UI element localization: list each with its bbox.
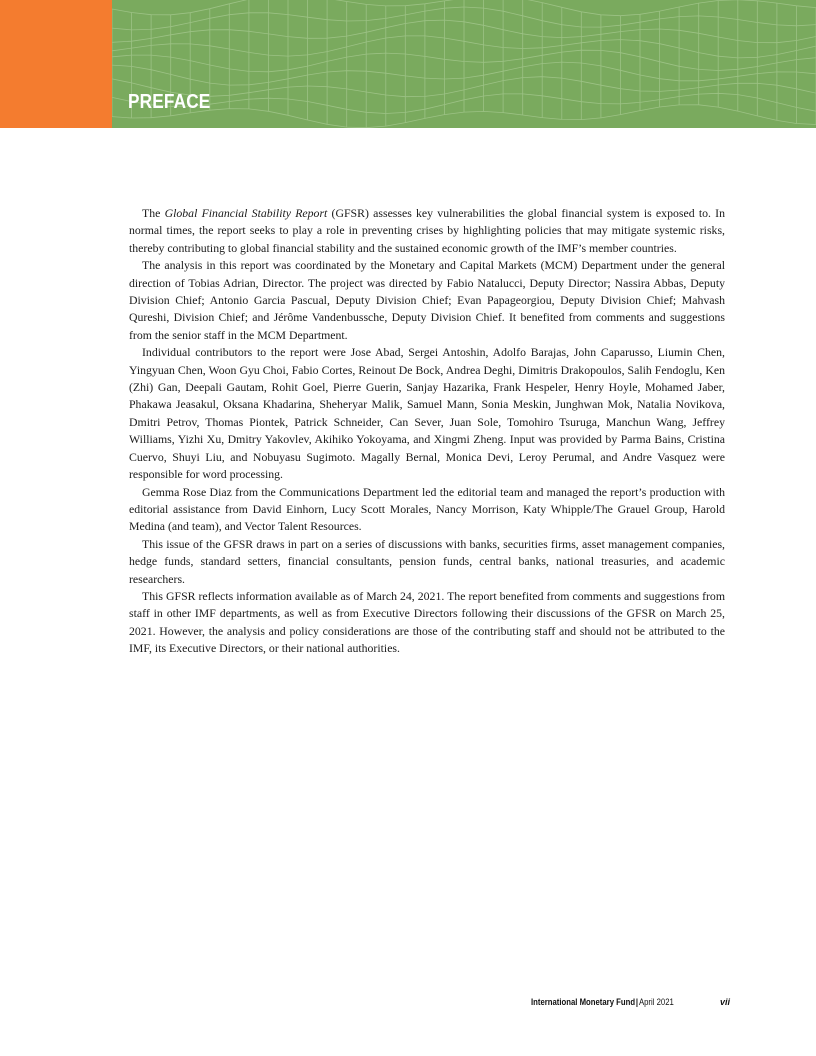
- paragraph-5: This issue of the GFSR draws in part on a series of discussions with banks, securities firms, asset management companies, hedge funds, standard setters, financial consultants, pension funds, central banks, national treasuries, and academic researchers.: [129, 536, 725, 586]
- footer-publisher: International Monetary Fund: [531, 997, 636, 1007]
- paragraph-2: The analysis in this report was coordinated by the Monetary and Capital Markets (MCM) Department under the general direction of Tobias Adrian, Director. The project was directed by Fabio Natalucci, Deputy Director; Nassira Abbas, Deputy Division Chief; Antonio Garcia Pascual, Deputy Division Chief; Evan Papageorgiou, Deputy Division Chief; Mahvash Qureshi, Division Chief; and Jérôme Vandenbussche, Deputy Division Chief. It benefited from comments and suggestions from the senior staff in the MCM Department.: [129, 258, 725, 342]
- paragraph-3: Individual contributors to the report were Jose Abad, Sergei Antoshin, Adolfo Barajas, John Caparusso, Liumin Chen, Yingyuan Chen, Woon Gyu Choi, Fabio Cortes, Reinout De Bock, Andrea Deghi, Dimitris Drakopoulos, Salih Fendoglu, Ken (Zhi) Gan, Deepali Gautam, Rohit Goel, Pierre Guerin, Sanjay Hazarika, Frank Hespeler, Henry Hoyle, Mohamed Jaber, Phakawa Jeasakul, Oksana Khadarina, Sheheryar Malik, Samuel Mann, Sonia Meskin, Junghwan Mok, Natalia Novikova, Dmitri Petrov, Thomas Piontek, Patrick Schneider, Can Sever, Juan Sole, Tomohiro Tsuruga, Manchun Wang, Jeffrey Williams, Yizhi Xu, Dmitry Yakovlev, Akihiko Yokoyama, and Xingmi Zheng. Input was provided by Parma Bains, Cristina Cuervo, Shuyi Liu, and Nobuyasu Sugimoto. Magally Bernal, Monica Devi, Leroy Perumal, and Andre Vasquez were responsible for word processing.: [129, 345, 725, 482]
- report-title: Global Financial Stability Report: [164, 206, 328, 220]
- wireframe-landscape-graphic: [112, 0, 816, 128]
- header-orange-block: [0, 0, 112, 128]
- paragraph-4: Gemma Rose Diaz from the Communications Department led the editorial team and managed the report’s production with editorial assistance from David Einhorn, Lucy Scott Morales, Nancy Morrison, Katy Whipple/The Grauel Group, Harold Medina (and team), and Vector Talent Resources.: [129, 484, 725, 534]
- paragraph-6: This GFSR reflects information available as of March 24, 2021. The report benefited from comments and suggestions from staff in other IMF departments, as well as from Executive Directors following their discussions of the GFSR on March 25, 2021. However, the analysis and policy considerations are those of the contributing staff and should not be attributed to the IMF, its Executive Directors, or their national authorities.: [129, 588, 725, 656]
- paragraph-1: [129, 205, 725, 257]
- page-number: vii: [720, 997, 731, 1007]
- footer-date: April 2021: [638, 997, 674, 1007]
- paragraph-1-rest: (GFSR) assesses key vulnerabilities the global financial system is exposed to. In normal times, the report seeks to play a role in preventing crises by highlighting policies that may mitigate systemic risks, thereby contributing to global financial stability and the sustained economic growth of the IMF’s member countries.: [129, 206, 725, 255]
- paragraph-1-lead: The: [142, 206, 165, 220]
- page-title: PREFACE: [128, 91, 211, 113]
- header-banner: [112, 0, 816, 128]
- preface-body: [129, 205, 725, 658]
- footer-separator: |: [635, 997, 639, 1007]
- page-footer: [531, 997, 674, 1007]
